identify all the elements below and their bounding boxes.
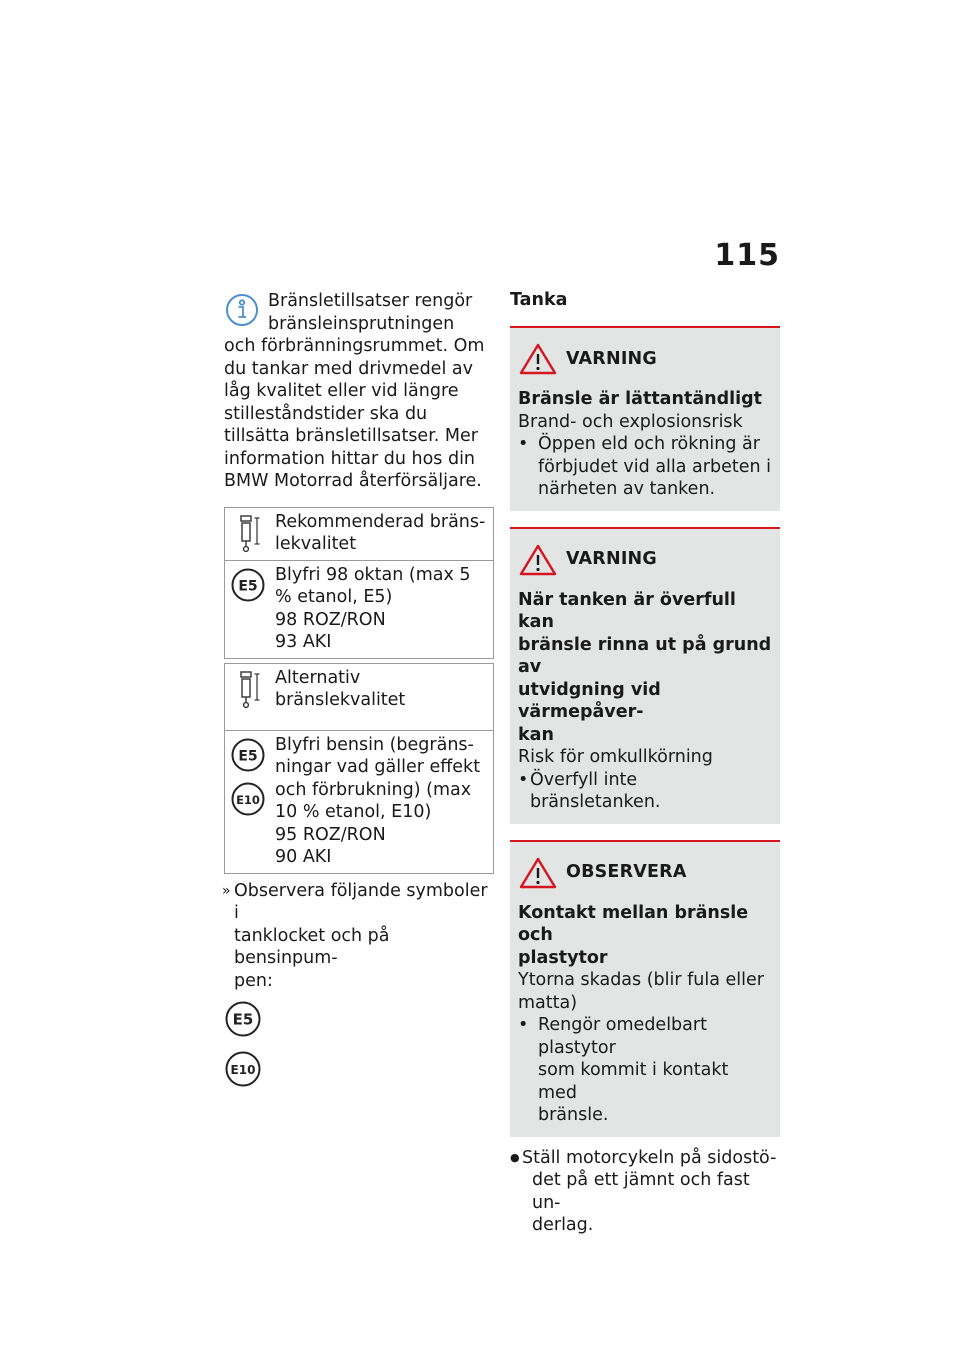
svg-text:E5: E5 — [238, 748, 258, 764]
e10-badge-icon — [230, 781, 266, 817]
spec-value: Blyfri 98 oktan (max 5 — [275, 564, 471, 585]
e5-badge-icon — [230, 567, 266, 603]
step-line: Ställ motorcykeln på sidostö- — [522, 1147, 777, 1168]
warning-title: bränsle rinna ut på grund av — [518, 634, 772, 677]
spec-header-text: lekvalitet — [275, 534, 357, 554]
instruction-marker: » — [222, 882, 231, 899]
info-icon — [224, 292, 260, 328]
info-line: bränsleinsprutningen — [268, 313, 455, 334]
warning-consequence: Risk för omkullkörning — [518, 747, 713, 767]
section-title: Tanka — [510, 290, 568, 310]
warning-label: VARNING — [566, 549, 657, 570]
left-column — [224, 290, 494, 1094]
e5-badge-icon — [224, 1000, 262, 1038]
measure-line: förbjudet vid alla arbeten i — [538, 456, 771, 477]
info-line: BMW Motorrad återförsäljare. — [224, 471, 482, 491]
observe-line: pen: — [234, 970, 273, 991]
info-line: låg kvalitet eller vid längre — [224, 381, 459, 401]
step-line: derlag. — [532, 1215, 594, 1235]
warning-measure: • Öppen eld och rökning är förbjudet vid alla arbeten i närheten av tanken. — [518, 434, 771, 499]
procedure-step — [510, 1147, 780, 1237]
notice-title: Kontakt mellan bränsle och — [518, 902, 749, 945]
spec-value: 10 % etanol, E10) — [275, 802, 432, 822]
info-line: tillsätta bränsletillsatser. Mer — [224, 426, 478, 446]
warning-measure: • Överfyll inte bränsletanken. — [518, 769, 772, 814]
spec-value: Blyfri bensin (begräns- — [275, 734, 474, 755]
recommended-fuel-table — [224, 507, 494, 659]
spec-body-row — [225, 560, 493, 658]
notice-consequence: matta) — [518, 992, 578, 1013]
spec-header-row — [225, 508, 493, 560]
warning-consequence: Brand- och explosionsrisk — [518, 411, 743, 432]
observe-line: Observera följande symboler i — [234, 880, 488, 923]
measure-line: Rengör omedelbart plastytor — [538, 1015, 707, 1058]
spec-value: ningar vad gäller effekt — [275, 757, 481, 777]
svg-text:E10: E10 — [230, 1063, 256, 1077]
observe-line: tanklocket och på bensinpum- — [234, 925, 390, 968]
warning-box — [510, 527, 780, 824]
notice-consequence: Ytorna skadas (blir fula eller — [518, 970, 764, 990]
e10-badge-icon — [224, 1050, 262, 1088]
spec-value: % etanol, E5) — [275, 587, 393, 607]
spec-value: 95 ROZ/RON — [275, 824, 386, 845]
info-line: stilleståndstider ska du — [224, 403, 428, 424]
info-line: Bränsletillsatser rengör — [268, 291, 473, 311]
measure-line: Öppen eld och rökning är — [538, 434, 760, 454]
warning-box — [510, 326, 780, 511]
measure-line: Överfyll inte bränsletanken. — [530, 769, 661, 812]
e5-badge-icon — [230, 737, 266, 773]
svg-text:E10: E10 — [236, 792, 260, 807]
alternative-fuel-table — [224, 663, 494, 874]
step-marker: ● — [510, 1150, 520, 1164]
notice-label: OBSERVERA — [566, 862, 687, 883]
fuel-cap-symbols — [224, 1000, 494, 1088]
info-line: och förbränningsrummet. Om — [224, 336, 485, 356]
measure-line: bränsle. — [538, 1105, 609, 1125]
right-column — [510, 290, 780, 1237]
warning-label: VARNING — [566, 348, 657, 369]
warning-title: utvidgning vid värmepåver- — [518, 679, 661, 722]
svg-text:E5: E5 — [238, 578, 258, 594]
spec-header-row — [225, 664, 493, 730]
spec-body-row — [225, 730, 493, 873]
warning-title: kan — [518, 724, 554, 745]
spec-value: 98 ROZ/RON — [275, 609, 386, 630]
notice-measure: • Rengör omedelbart plastytor som kommit i kontakt med bränsle. — [518, 1014, 772, 1127]
spec-value: 90 AKI — [275, 847, 332, 867]
warning-triangle-icon — [518, 856, 558, 890]
svg-text:E5: E5 — [232, 1010, 254, 1029]
fuel-pump-icon — [233, 670, 263, 710]
info-note — [224, 290, 494, 493]
spec-value: 93 AKI — [275, 632, 332, 652]
info-line: du tankar med drivmedel av — [224, 358, 473, 379]
warning-triangle-icon — [518, 543, 558, 577]
spec-header-text: Alternativ bränslekvalitet — [275, 667, 406, 710]
spec-value: och förbrukning) (max — [275, 779, 472, 800]
notice-title: plastytor — [518, 947, 608, 968]
info-line: information hittar du hos din — [224, 448, 476, 469]
warning-triangle-icon — [518, 342, 558, 376]
notice-box — [510, 840, 780, 1137]
page-number: 115 — [714, 238, 780, 273]
warning-title: Bränsle är lättantändligt — [518, 389, 763, 409]
spec-header-text: Rekommenderad bräns- — [275, 511, 486, 532]
measure-line: som kommit i kontakt med — [538, 1060, 729, 1103]
observe-instruction — [224, 880, 494, 993]
measure-line: närheten av tanken. — [538, 479, 716, 499]
fuel-pump-icon — [233, 514, 263, 554]
step-line: det på ett jämnt och fast un- — [532, 1170, 750, 1213]
warning-title: När tanken är överfull kan — [518, 589, 736, 632]
